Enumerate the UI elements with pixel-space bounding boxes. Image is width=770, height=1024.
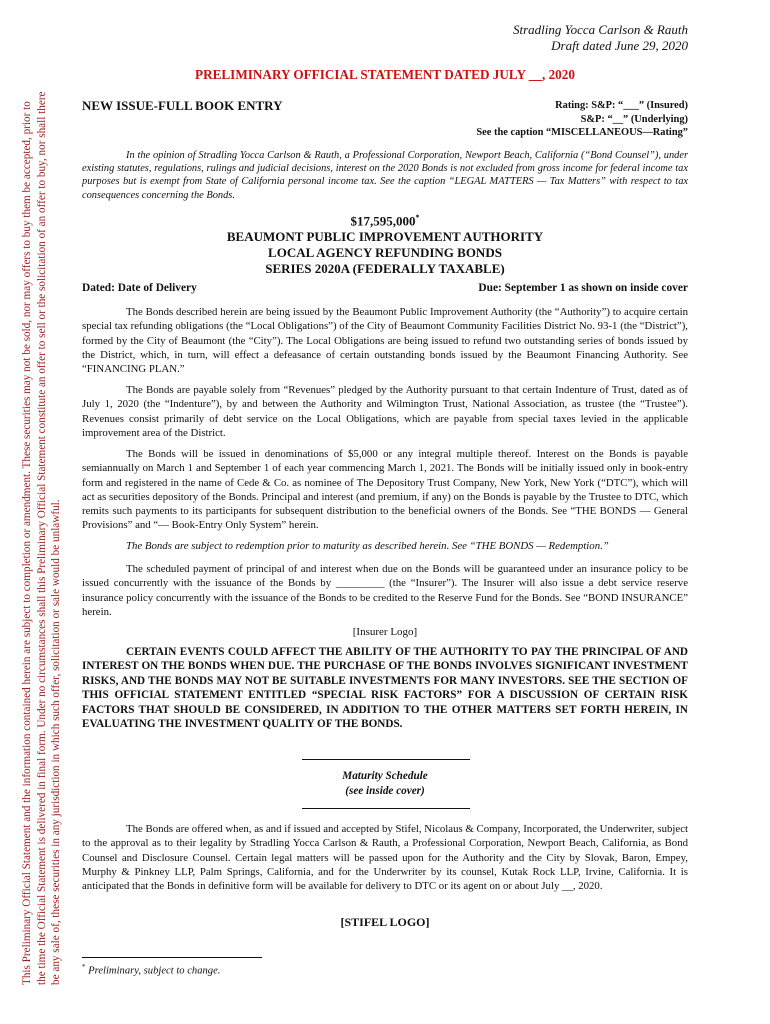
bond-counsel-opinion: In the opinion of Stradling Yocca Carlson & Rauth, a Professional Corporation, Newport Beach, California (“Bond Counsel”), under existing statutes, regulations, rulings and judicial decisions, interest on the 2020 Bonds is not excluded from gross income for federal income tax purposes but is exempt from State of California personal income tax. See the caption “LEGAL MATTERS — Tax Matters” with respect to tax consequences concerning the Bonds. <box>82 150 688 201</box>
preliminary-title: PRELIMINARY OFFICIAL STATEMENT DATED JULY __, 2020 <box>195 67 575 82</box>
paragraph-denominations: The Bonds will be issued in denominations of $5,000 or any integral multiple thereof. Interest on the Bonds is payable semiannually on March 1 and September 1 of each year commencing March 1, 2021. The Bonds will be initially issued only in book-entry form and registered in the name of Cede & Co. as nominee of The Depository Trust Company, New York, New York (“DTC”), which will act as securities depository of the Bonds. Principal and interest (and premium, if any) on the Bonds is payable by the Trustee to DTC, which remits such payments to its participants for subsequent distribution to the beneficial owners of the Bonds. See “THE BONDS — General Provisions” and “— Book-Entry Only System” herein. <box>82 448 688 532</box>
footnote-rule <box>82 957 262 958</box>
maturity-subtitle: (see inside cover) <box>345 784 425 797</box>
paragraph-revenues: The Bonds are payable solely from “Revenues” pledged by the Authority pursuant to that certain Indenture of Trust, dated as of July 1, 2020 (the “Indenture”), by and between the Authority and Wilmington Trust, National Association, as trustee (the “Trustee”). Revenues consist primarily of debt service on the Local Obligations, which are payable from special taxes levied in the applicable improvement area of the District. <box>82 384 688 439</box>
footnote-mark: * <box>82 963 86 971</box>
bond-name: LOCAL AGENCY REFUNDING BONDS <box>268 245 502 261</box>
rating-block <box>476 99 688 140</box>
footnote <box>82 963 220 977</box>
new-issue-label: NEW ISSUE-FULL BOOK ENTRY <box>82 98 283 113</box>
red-herring-text <box>20 55 64 985</box>
series-name: SERIES 2020A (FEDERALLY TAXABLE) <box>265 261 505 277</box>
red-herring-line-2: the time the Official Statement is delivered in final form. Under no circumstances shall this Preliminary Official Statement constitute an offer to sell or the solicitation of an offer to buy, nor shall there <box>35 91 48 985</box>
red-herring-legend <box>0 0 76 1024</box>
divider-bottom <box>302 808 470 809</box>
paragraph-authority: The Bonds described herein are being issued by the Beaumont Public Improvement Authority (the “Authority”) to acquire certain special tax refunding obligations (the “Local Obligations”) of the City of Beaumont Community Facilities District No. 93-1 (the “District”), formed by the City of Beaumont (the “City”). The Local Obligations are being issued to refund two outstanding series of bonds issued by the District, which, in turn, will effect a defeasance of certain outstanding bonds issued by the Beaumont Financing Authority. See “FINANCING PLAN.” <box>82 306 688 376</box>
paragraph-insurance: The scheduled payment of principal of and interest when due on the Bonds will be guaranteed under an insurance policy to be issued concurrently with the issuance of the Bonds by _________ (the “Insurer”). The Insurer will also issue a debt service reserve insurance policy concurrently with the issuance of the Bonds to be credited to the Reserve Fund for the Bonds. See “BOND INSURANCE” herein. <box>82 563 688 618</box>
paragraph-offering: The Bonds are offered when, as and if issued and accepted by Stifel, Nicolaus & Company, Incorporated, the Underwriter, subject to the approval as to their legality by Stradling Yocca Carlson & Rauth, a Professional Corporation, Newport Beach, California, as Bond Counsel and Disclosure Counsel. Certain legal matters will be passed upon for the Authority and the City by Slovak, Baron, Empey, Murphy & Pinkney LLP, Palm Springs, California, and for the Underwriter by its counsel, Kutak Rock LLP, Irvine, California. It is anticipated that the Bonds in definitive form will be available for delivery to DTC or its agent on or about July __, 2020. <box>82 823 688 893</box>
amount-footnote-mark: * <box>415 213 420 222</box>
risk-warning: CERTAIN EVENTS COULD AFFECT THE ABILITY OF THE AUTHORITY TO PAY THE PRINCIPAL OF AND INTEREST ON THE BONDS WHEN DUE. THE PURCHASE OF THE BONDS INVOLVES SIGNIFICANT INVESTMENT RISKS, AND THE BONDS MAY NOT BE SUITABLE INVESTMENTS FOR MANY INVESTORS. SEE THE SECTION OF THIS OFFICIAL STATEMENT ENTITLED “SPECIAL RISK FACTORS” FOR A DISCUSSION OF CERTAIN RISK FACTORS THAT SHOULD BE CONSIDERED, IN ADDITION TO THE OTHER MATTERS SET FORTH HEREIN, IN EVALUATING THE INVESTMENT QUALITY OF THE BONDS. <box>82 646 688 731</box>
rating-underlying: S&P: “__” (Underlying) <box>580 113 688 125</box>
draft-header <box>513 22 688 54</box>
red-herring-line-1: This Preliminary Official Statement and the information contained herein are subject to completion or amendment. These securities may not be sold, nor may offers to buy them be accepted, prior to <box>21 101 33 985</box>
paragraph-redemption: The Bonds are subject to redemption prior to maturity as described herein. See “THE BONDS — Redemption.” <box>126 540 609 552</box>
issue-amount <box>82 210 688 229</box>
rating-caption: See the caption “MISCELLANEOUS—Rating” <box>476 127 688 138</box>
issuer-name: BEAUMONT PUBLIC IMPROVEMENT AUTHORITY <box>226 229 544 245</box>
firm-name: Stradling Yocca Carlson & Rauth <box>512 22 688 37</box>
divider-top <box>302 759 470 760</box>
insurer-logo-placeholder: [Insurer Logo] <box>352 626 418 638</box>
due-label: Due: September 1 as shown on inside cover <box>478 282 688 294</box>
red-herring-line-3: be any sale of, these securities in any jurisdiction in which such offer, solicitation or sale would be unlawful. <box>50 499 62 985</box>
amount-value: $17,595,000 <box>350 213 416 229</box>
issue-title <box>82 210 688 277</box>
maturity-schedule <box>82 769 688 799</box>
stifel-logo-placeholder: [STIFEL LOGO] <box>340 915 430 929</box>
rating-insured: Rating: S&P: “___” (Insured) <box>555 100 688 111</box>
dated-label: Dated: Date of Delivery <box>82 282 197 294</box>
maturity-title: Maturity Schedule <box>342 770 428 782</box>
footnote-text: Preliminary, subject to change. <box>85 965 221 977</box>
draft-date: Draft dated June 29, 2020 <box>551 38 688 53</box>
